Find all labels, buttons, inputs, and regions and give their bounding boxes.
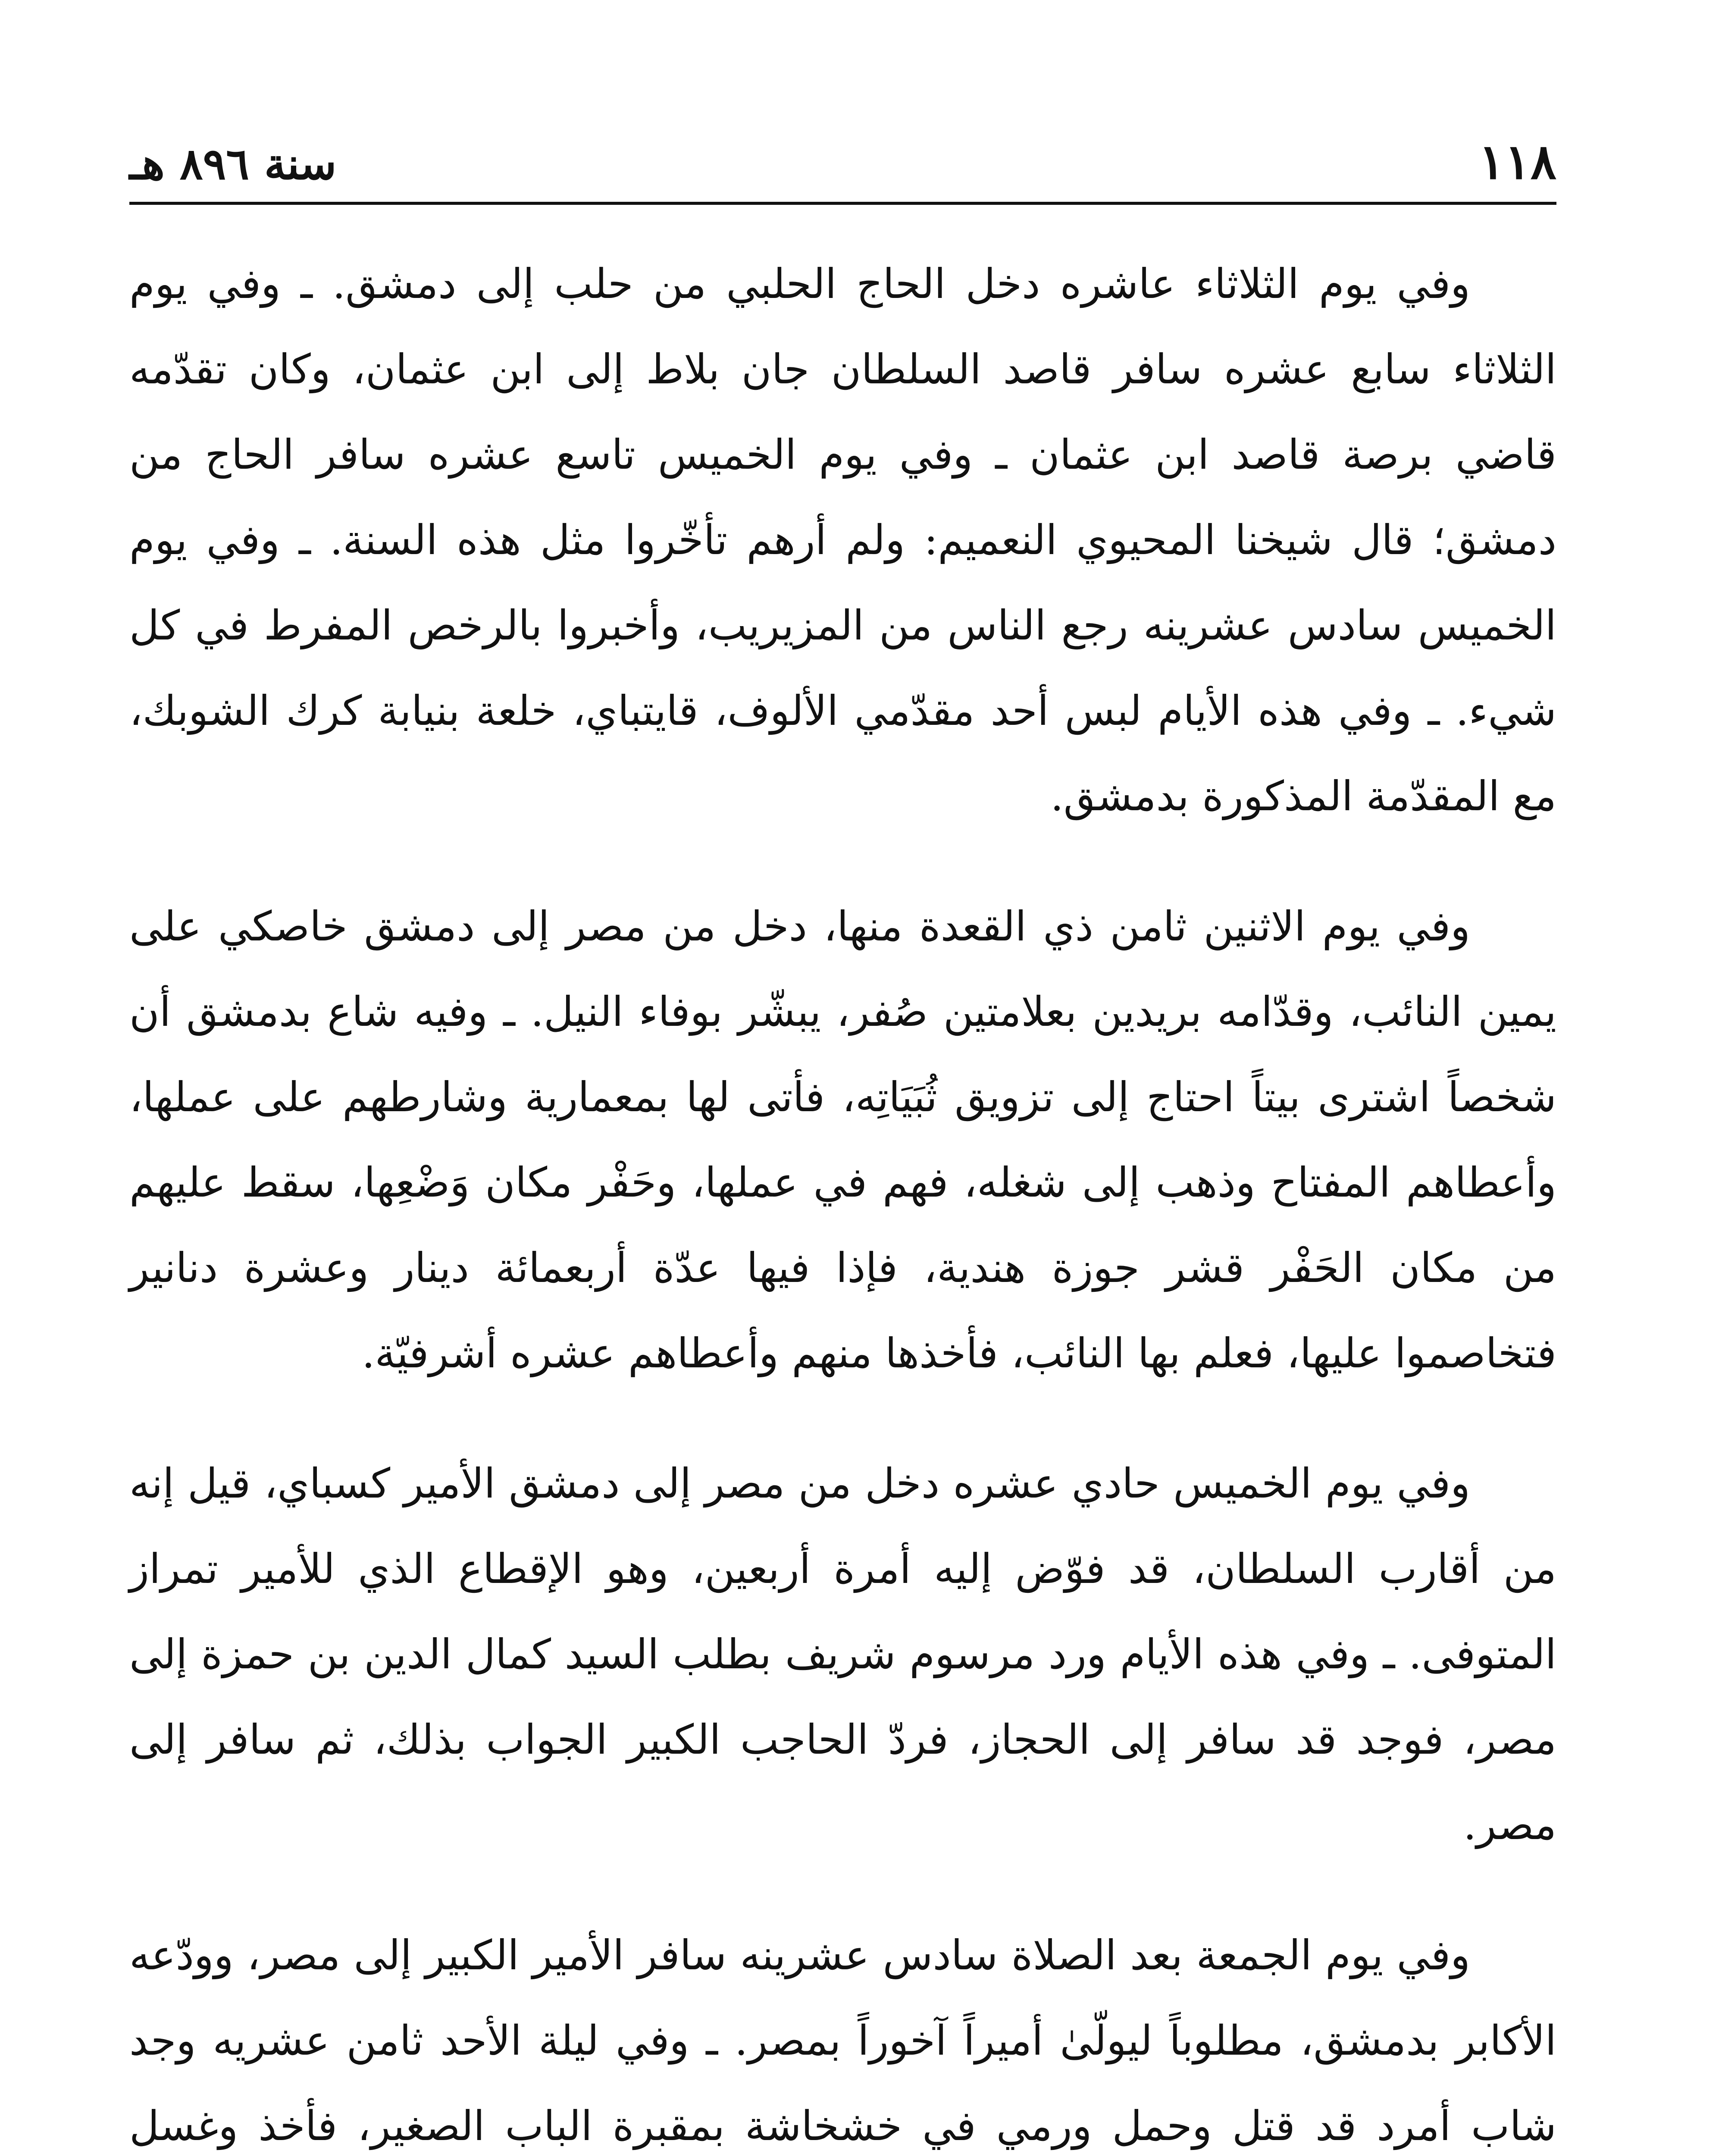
page-number: ١١٨ bbox=[1478, 134, 1556, 190]
paragraph: وفي يوم الخميس حادي عشره دخل من مصر إلى دمشق الأمير كسباي، قيل إنه من أقارب السلطان، قد فوّض إليه أمرة أربعين، وهو الإقطاع الذي للأمير تمراز المتوفى. ـ وفي هذه الأيام ورد مرسوم شريف بطلب السيد كمال الدين بن حمزة إلى مصر، فوجد قد سافر إلى الحجاز، فردّ الحاجب الكبير الجواب بذلك، ثم سافر إلى مصر. bbox=[129, 1460, 1556, 1849]
body-text bbox=[129, 241, 1556, 2156]
page-header bbox=[129, 129, 1556, 207]
running-head: سنة ٨٩٦ هـ bbox=[129, 138, 337, 189]
paragraph: وفي يوم الثلاثاء عاشره دخل الحاج الحلبي من حلب إلى دمشق. ـ وفي يوم الثلاثاء سابع عشره سافر قاصد السلطان جان بلاط إلى ابن عثمان، وكان تقدّمه قاضي برصة قاصد ابن عثمان ـ وفي يوم الخميس تاسع عشره سافر الحاج من دمشق؛ قال شيخنا المحيوي النعميم: ولم أرهم تأخّروا مثل هذه السنة. ـ وفي يوم الخميس سادس عشرينه رجع الناس من المزيريب، وأخبروا بالرخص المفرط في كل شيء. ـ وفي هذه الأيام لبس أحد مقدّمي الألوف، قايتباي، خلعة بنيابة كرك الشوبك، مع المقدّمة المذكورة بدمشق. bbox=[129, 260, 1556, 820]
paragraph: وفي يوم الاثنين ثامن ذي القعدة منها، دخل من مصر إلى دمشق خاصكي على يمين النائب، وقدّامه بريدين بعلامتين صُفر، يبشّر بوفاء النيل. ـ وفيه شاع بدمشق أن شخصاً اشترى بيتاً احتاج إلى تزويق ثُبَيَاتِه، فأتى لها بمعمارية وشارطهم على عملها، وأعطاهم المفتاح وذهب إلى شغله، فهم في عملها، وحَفْر مكان وَضْعِها، سقط عليهم من مكان الحَفْر قشر جوزة هندية، فإذا فيها عدّة أربعمائة دينار وعشرة دنانير فتخاصموا عليها، فعلم بها النائب، فأخذها منهم وأعطاهم عشره أشرفيّة. bbox=[129, 903, 1556, 1377]
header-rule bbox=[129, 202, 1556, 205]
paragraph: وفي يوم الجمعة بعد الصلاة سادس عشرينه سافر الأمير الكبير إلى مصر، وودّعه الأكابر بدمشق، مطلوباً ليولّىٰ أميراً آخوراً بمصر. ـ وفي ليلة الأحد ثامن عشريه وجد شاب أمرد قد قتل وحمل ورمي في خشخاشة بمقبرة الباب الصغير، فأخذ وغسل bbox=[129, 1932, 1556, 2150]
book-page bbox=[129, 129, 1556, 2156]
